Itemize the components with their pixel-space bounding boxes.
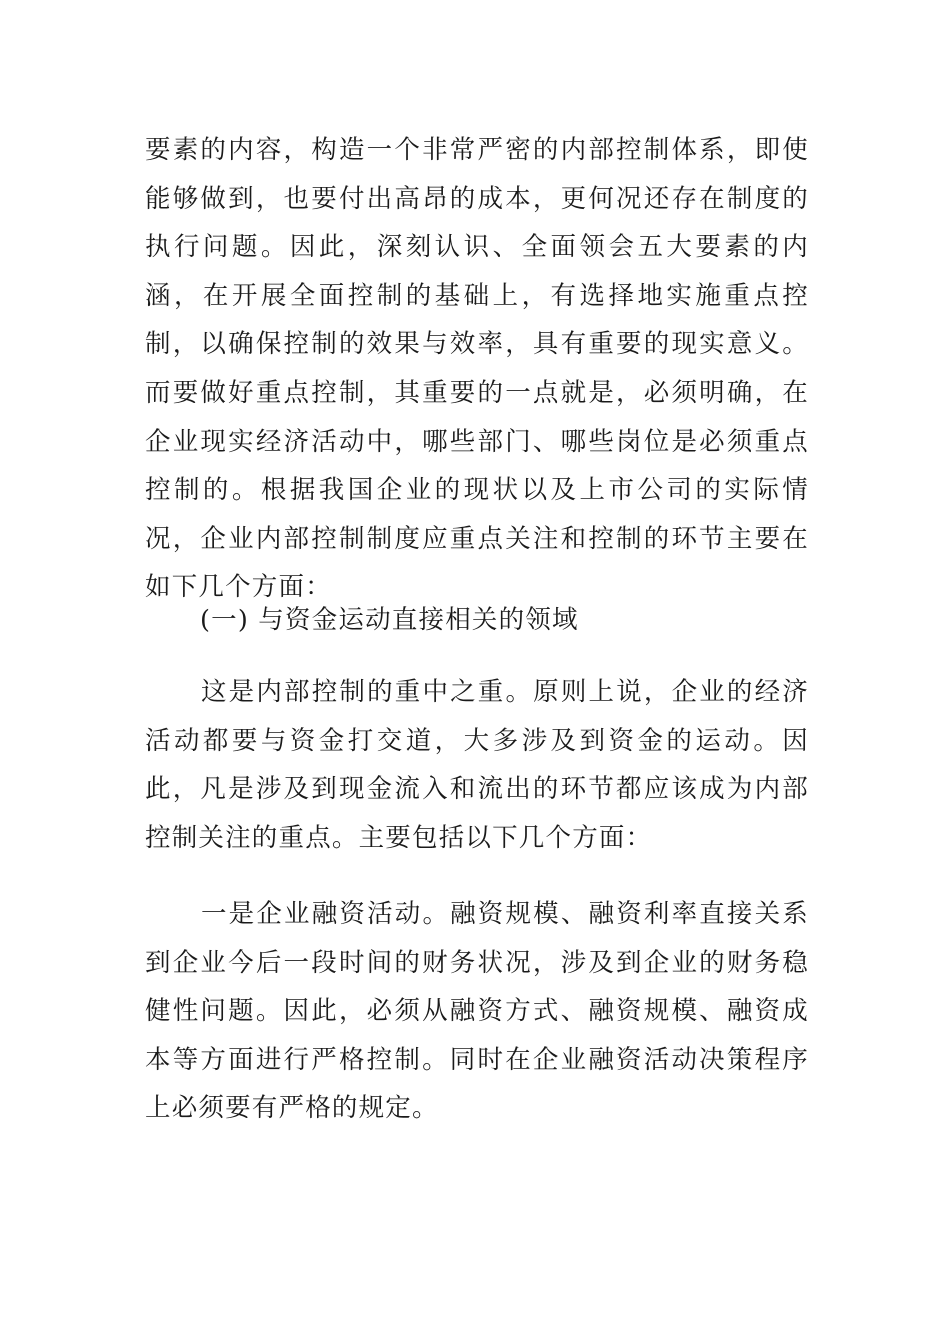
section-heading: (一) 与资金运动直接相关的领域 bbox=[200, 605, 579, 635]
paragraph-intro: 要素的内容，构造一个非常严密的内部控制体系，即使能够做到，也要付出高昂的成本，更何况还存在制度的执行问题。因此，深刻认识、全面领会五大要素的内涵，在开展全面控制的基础上，有选择地实施重点控制，以确保控制的效果与效率，具有重要的现实意义。而要做好重点控制，其重要的一点就是，必须明确，在企业现实经济活动中，哪些部门、哪些岗位是必须重点控制的。根据我国企业的现状以及上市公司的实际情况，企业内部控制制度应重点关注和控制的环节主要在如下几个方面： bbox=[145, 135, 809, 603]
paragraph-financing: 一是企业融资活动。融资规模、融资利率直接关系到企业今后一段时间的财务状况，涉及到企业的财务稳健性问题。因此，必须从融资方式、融资规模、融资成本等方面进行严格控制。同时在企业融资活动决策程序上必须要有严格的规定。 bbox=[145, 899, 809, 1124]
paragraph-capital-flow: 这是内部控制的重中之重。原则上说，企业的经济活动都要与资金打交道，大多涉及到资金的运动。因此，凡是涉及到现金流入和流出的环节都应该成为内部控制关注的重点。主要包括以下几个方面： bbox=[145, 677, 809, 853]
